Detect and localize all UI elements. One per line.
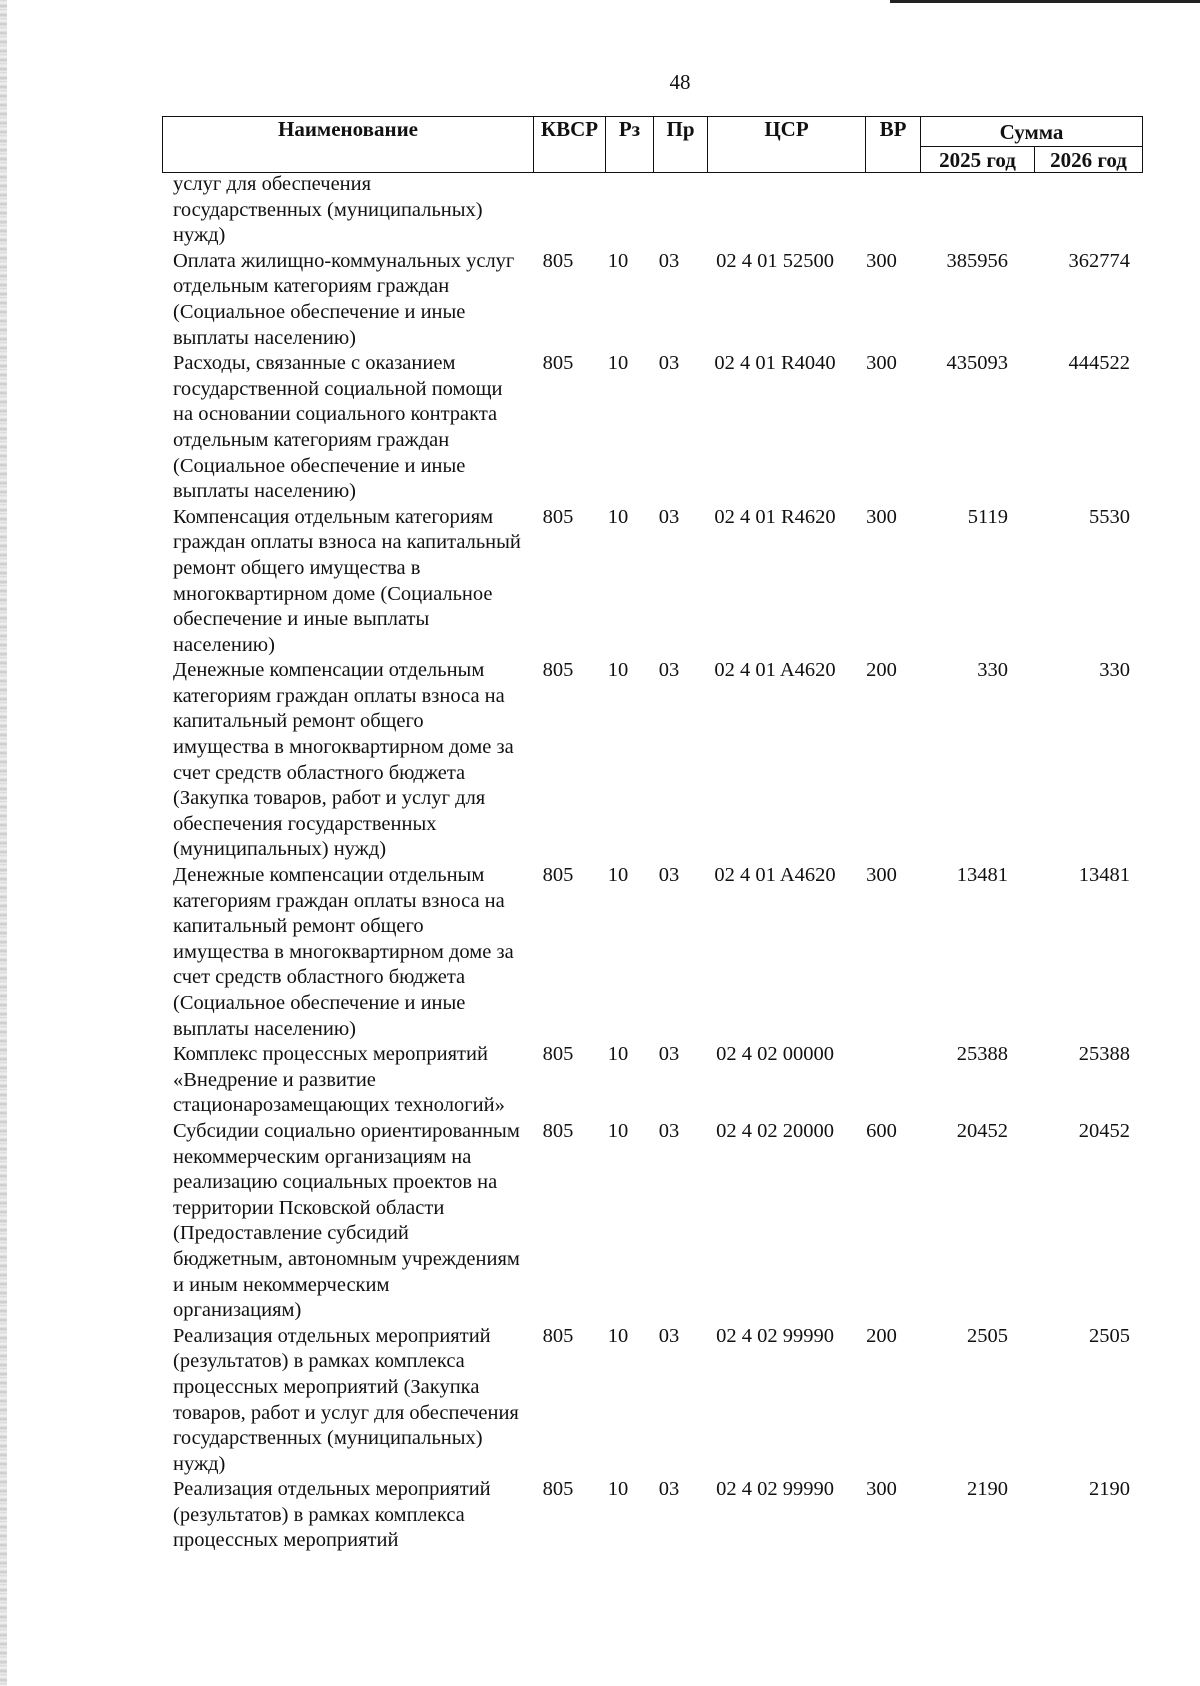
row-rz: 10 (607, 1324, 629, 1347)
row-sum-2026: 25388 (1078, 1043, 1130, 1066)
row-name: Денежные компенсации отдельным категориям граждан оплаты взноса на капитальный ремонт общего имущества в многоквартирном доме за счет средств областного бюджета (Социальное обеспечение и иные выплаты населению) (173, 864, 514, 1040)
table-row (162, 172, 1142, 249)
row-vr: 300 (866, 864, 897, 887)
row-vr (854, 1042, 909, 1119)
header-sum: Сумма (921, 117, 1143, 147)
row-csr: 02 4 01 R4040 (714, 352, 836, 375)
row-vr: 300 (866, 249, 897, 272)
table-row (162, 863, 1142, 1042)
scan-edge-left (0, 0, 7, 1686)
header-vr: ВР (866, 117, 921, 173)
row-rz: 10 (607, 249, 629, 272)
row-sum-2026: 5530 (1089, 505, 1130, 528)
row-name: Расходы, связанные с оказанием государственной социальной помощи на основании социального контракта отдельным категориям граждан (Социальное обеспечение и иные выплаты населению) (173, 352, 503, 503)
row-pr: 03 (658, 1478, 680, 1501)
row-name: Денежные компенсации отдельным категориям граждан оплаты взноса на капитальный ремонт общего имущества в многоквартирном доме за счет средств областного бюджета (Закупка товаров, работ и услуг для обеспечения государственных (муниципальных) нужд) (173, 659, 514, 861)
header-pr: Пр (654, 117, 708, 173)
header-year-2025: 2025 год (921, 147, 1035, 173)
row-kvsr: 805 (542, 1324, 574, 1347)
row-csr: 02 4 02 00000 (716, 1043, 834, 1066)
row-csr: 02 4 02 99990 (716, 1324, 834, 1347)
row-pr: 03 (658, 1043, 680, 1066)
row-vr (854, 172, 909, 249)
row-kvsr: 805 (542, 249, 574, 272)
row-name: услуг для обеспечения государственных (муниципальных) нужд) (173, 173, 483, 247)
row-sum-2025: 20452 (956, 1119, 1008, 1142)
table-body (162, 172, 1142, 1554)
row-pr: 03 (658, 659, 680, 682)
row-csr: 02 4 01 A4620 (714, 659, 836, 682)
table-row (162, 658, 1142, 863)
table-row (162, 249, 1142, 351)
row-kvsr: 805 (542, 864, 574, 887)
row-kvsr (522, 172, 594, 249)
row-sum-2026 (1023, 172, 1142, 249)
row-csr: 02 4 02 20000 (716, 1119, 834, 1142)
row-kvsr: 805 (542, 505, 574, 528)
row-vr: 300 (866, 1478, 897, 1501)
header-csr: ЦСР (708, 117, 866, 173)
row-rz: 10 (607, 659, 629, 682)
row-sum-2025: 330 (977, 659, 1008, 682)
page-number: 48 (669, 70, 691, 94)
row-rz (594, 172, 642, 249)
table-row (162, 1477, 1142, 1554)
row-name: Оплата жилищно-коммунальных услуг отдельным категориям граждан (Социальное обеспечение и иные выплаты населению) (173, 249, 515, 349)
row-sum-2026: 20452 (1078, 1119, 1130, 1142)
row-name: Комплекс процессных мероприятий «Внедрение и развитие стационарозамещающих технологий» (173, 1043, 505, 1117)
row-pr (642, 172, 696, 249)
row-sum-2025: 385956 (946, 249, 1008, 272)
table-row (162, 351, 1142, 505)
row-sum-2026: 2190 (1089, 1478, 1130, 1501)
row-vr: 300 (866, 352, 897, 375)
row-sum-2025: 2505 (967, 1324, 1008, 1347)
row-csr (696, 172, 854, 249)
row-rz: 10 (607, 352, 629, 375)
row-rz: 10 (607, 1043, 629, 1066)
row-rz: 10 (607, 505, 629, 528)
row-csr: 02 4 02 99990 (716, 1478, 834, 1501)
row-vr: 600 (866, 1119, 897, 1142)
row-pr: 03 (658, 249, 680, 272)
header-year-2026: 2026 год (1035, 147, 1143, 173)
row-vr: 300 (866, 505, 897, 528)
row-sum-2025: 13481 (956, 864, 1008, 887)
row-sum-2025 (909, 172, 1023, 249)
row-pr: 03 (658, 505, 680, 528)
row-name: Субсидии социально ориентированным некоммерческим организациям на реализацию социальных проектов на территории Псковской области (Предоставление субсидий бюджетным, автономным учреждениям и иным некоммерческим организациям) (173, 1119, 520, 1322)
row-csr: 02 4 01 A4620 (714, 864, 836, 887)
row-rz: 10 (607, 864, 629, 887)
row-sum-2026: 13481 (1078, 864, 1130, 887)
row-kvsr: 805 (542, 1119, 574, 1142)
header-kvsr: КВСР (534, 117, 606, 173)
row-sum-2025: 435093 (946, 352, 1008, 375)
row-rz: 10 (607, 1478, 629, 1501)
row-pr: 03 (658, 352, 680, 375)
row-pr: 03 (658, 1324, 680, 1347)
row-kvsr: 805 (542, 659, 574, 682)
row-kvsr: 805 (542, 1043, 574, 1066)
table-header (162, 116, 1143, 173)
row-sum-2026: 2505 (1089, 1324, 1130, 1347)
row-pr: 03 (658, 864, 680, 887)
header-rz: Рз (606, 117, 654, 173)
row-kvsr: 805 (542, 352, 574, 375)
row-vr: 200 (866, 659, 897, 682)
table-row (162, 505, 1142, 659)
row-sum-2025: 5119 (967, 505, 1008, 528)
row-csr: 02 4 01 R4620 (714, 505, 836, 528)
row-sum-2026: 444522 (1068, 352, 1130, 375)
table-row (162, 1324, 1142, 1478)
row-rz: 10 (607, 1119, 629, 1142)
table-row (162, 1119, 1142, 1324)
header-name: Наименование (163, 117, 534, 173)
table-row (162, 1042, 1142, 1119)
row-name: Компенсация отдельным категориям граждан оплаты взноса на капитальный ремонт общего имущества в многоквартирном доме (Социальное обеспечение и иные выплаты населению) (173, 505, 521, 656)
row-sum-2026: 330 (1099, 659, 1130, 682)
row-pr: 03 (658, 1119, 680, 1142)
row-name: Реализация отдельных мероприятий (результатов) в рамках комплекса процессных мероприятий (Закупка товаров, работ и услуг для обеспечения государственных (муниципальных) нужд) (173, 1324, 519, 1475)
row-sum-2025: 2190 (967, 1478, 1008, 1501)
row-sum-2025: 25388 (956, 1043, 1008, 1066)
row-kvsr: 805 (542, 1478, 574, 1501)
row-sum-2026: 362774 (1068, 249, 1130, 272)
row-vr: 200 (866, 1324, 897, 1347)
row-csr: 02 4 01 52500 (716, 249, 834, 272)
scan-edge-top (890, 0, 1200, 3)
row-name: Реализация отдельных мероприятий (результатов) в рамках комплекса процессных мероприятий (173, 1478, 491, 1552)
